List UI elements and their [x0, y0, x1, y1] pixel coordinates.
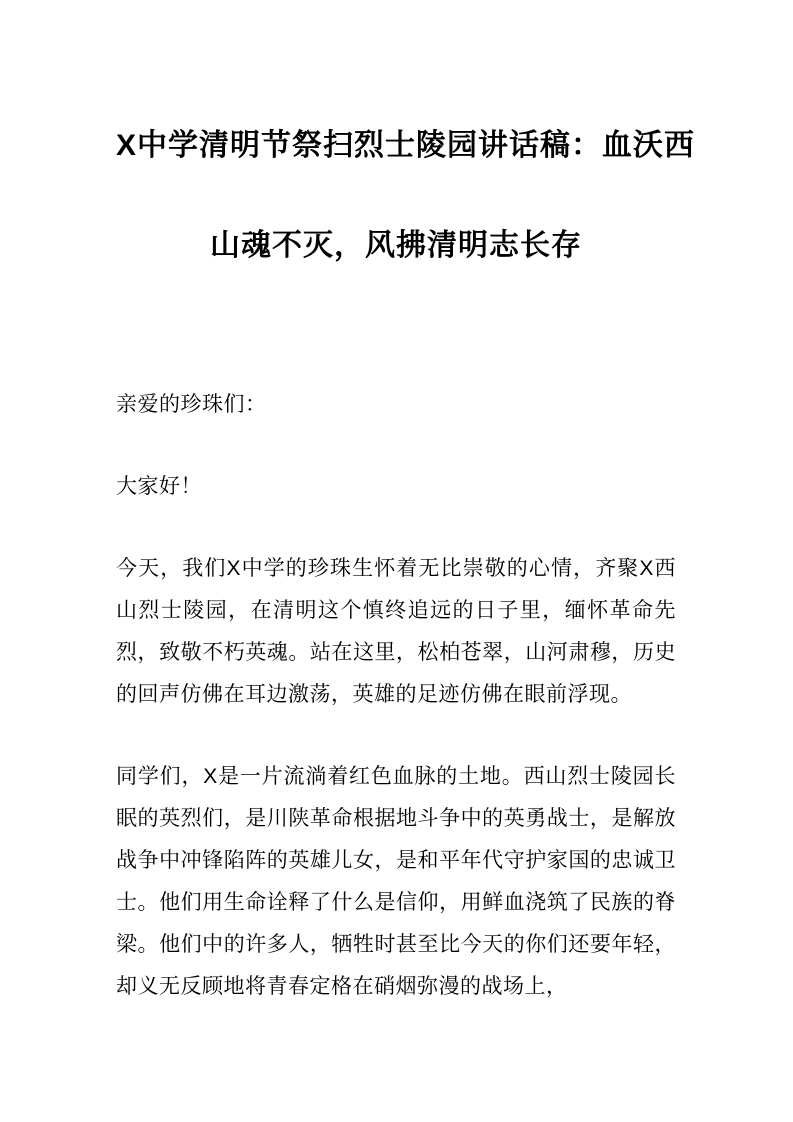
salutation-paragraph: 亲爱的珍珠们：: [116, 393, 267, 416]
body-paragraph-1: 今天，我们X中学的珍珠生怀着无比崇敬的心情，齐聚X西山烈士陵园，在清明这个慎终追远的日子里，缅怀革命先烈，致敬不朽英魂。站在这里，松柏苍翠，山河肃穆，历史的回声仿佛在耳边激荡，英雄的足迹仿佛在眼前浮现。: [116, 557, 676, 706]
document-title-line-1: X中学清明节祭扫烈士陵园讲话稿：血沃西: [116, 129, 696, 162]
greeting-paragraph: 大家好！: [116, 475, 202, 498]
document-title: [116, 96, 696, 296]
document-title-line-2: 山魂不灭，风拂清明志长存: [210, 229, 582, 262]
body-paragraph-2: 同学们，X是一片流淌着红色血脉的土地。西山烈士陵园长眠的英烈们，是川陕革命根据地斗争中的英勇战士，是解放战争中冲锋陷阵的英雄儿女，是和平年代守护家国的忠诚卫士。他们用生命诠释了什么是信仰，用鲜血浇筑了民族的脊梁。他们中的许多人，牺牲时甚至比今天的你们还要年轻，却义无反顾地将青春定格在硝烟弥漫的战场上，: [116, 765, 676, 998]
